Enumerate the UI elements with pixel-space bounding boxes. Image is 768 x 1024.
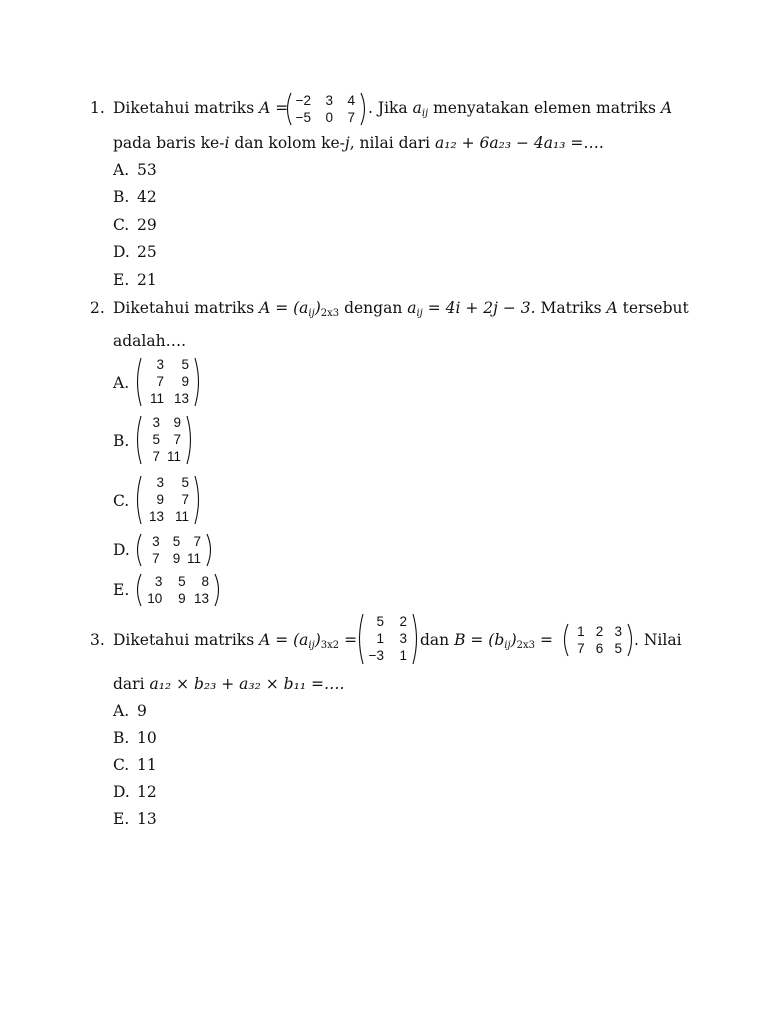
question-2-option-c-matrix-cell: 9 bbox=[156, 492, 164, 507]
question-3-matrix-b bbox=[561, 623, 635, 657]
question-2-option-a-matrix bbox=[134, 357, 202, 407]
question-1-matrix-cell: −2 bbox=[295, 92, 311, 108]
question-2-option-d-matrix-cell: 7 bbox=[152, 550, 160, 566]
question-3-matrix-a-cell: 1 bbox=[376, 631, 384, 646]
question-2-option-a-matrix-cell: 7 bbox=[156, 374, 164, 389]
question-3-matrix-b-cell: 1 bbox=[577, 623, 585, 639]
question-3-option-d: D. 12 bbox=[113, 783, 157, 801]
question-3-matrix-b-cell: 5 bbox=[614, 640, 622, 656]
question-2-option-c-matrix-cell: 5 bbox=[181, 475, 189, 491]
question-3-option-e: E. 13 bbox=[113, 810, 157, 828]
question-1-matrix-cell: 0 bbox=[325, 109, 333, 125]
question-2-option-c-matrix-cell: 3 bbox=[156, 475, 164, 491]
question-2-option-e-matrix-cell: 5 bbox=[178, 573, 186, 589]
question-2-option-c-matrix-cell: 13 bbox=[148, 508, 164, 524]
question-3-line1-tail: . Nilai bbox=[634, 631, 682, 649]
question-1-matrix-cell: 3 bbox=[325, 92, 333, 108]
question-1-matrix-cell: 4 bbox=[347, 92, 355, 108]
question-2-option-b-matrix-cell: 7 bbox=[152, 448, 160, 464]
question-1-matrix bbox=[284, 92, 368, 126]
question-2-option-b-matrix-right-paren bbox=[187, 416, 191, 464]
question-2-option-d-matrix-right-paren bbox=[207, 534, 211, 566]
question-1-option-d: D. 25 bbox=[113, 243, 157, 261]
question-2-option-c-matrix bbox=[134, 475, 202, 525]
question-2-option-c-matrix-left-paren bbox=[138, 476, 142, 524]
question-1-matrix-left-paren bbox=[288, 93, 292, 125]
question-2-option-e-matrix-right-paren bbox=[215, 574, 219, 606]
question-2-option-a-matrix-cell: 3 bbox=[156, 357, 164, 373]
question-2-option-c-matrix-cell: 11 bbox=[174, 508, 189, 524]
question-2-option-d-matrix-cell: 3 bbox=[152, 533, 160, 549]
question-3-option-c: C. 11 bbox=[113, 756, 157, 774]
question-2-option-b-matrix-cell: 9 bbox=[173, 415, 181, 431]
question-2-option-d-matrix-cell: 5 bbox=[172, 533, 181, 549]
question-2-option-d-matrix-cell: 11 bbox=[186, 550, 201, 566]
question-2-line2: adalah…. bbox=[113, 332, 187, 350]
question-2-option-b-matrix-cell: 11 bbox=[166, 448, 181, 464]
question-2-option-d-matrix-left-paren bbox=[138, 534, 142, 566]
question-1-option-a: A. 53 bbox=[113, 161, 157, 179]
question-1-option-c: C. 29 bbox=[113, 216, 157, 234]
question-3-matrix-b-left-paren bbox=[565, 624, 569, 656]
question-1-number: 1. bbox=[90, 99, 105, 117]
question-2-option-a-matrix-left-paren bbox=[138, 358, 142, 406]
question-2-option-e-matrix-cell: 8 bbox=[201, 573, 209, 589]
question-2-option-e-matrix-cell: 13 bbox=[193, 590, 209, 606]
question-2-option-a-matrix-right-paren bbox=[195, 358, 199, 406]
question-3-line1-part2: dan $B = (b_{ij})_{2x3}$ = bbox=[420, 631, 553, 651]
question-2-option-b-label: B. bbox=[113, 432, 130, 450]
question-3-matrix-b-cell: 7 bbox=[577, 640, 585, 656]
question-2-option-a-matrix-cell: 9 bbox=[181, 374, 189, 389]
question-2-option-b-matrix-cell: 7 bbox=[173, 432, 181, 447]
question-2-option-d-label: D. bbox=[113, 541, 130, 559]
question-1-option-e: E. 21 bbox=[113, 271, 157, 289]
question-2-option-e-matrix-left-paren bbox=[138, 574, 142, 606]
question-2-line1: Diketahui matriks $A = (a_{ij})_{2x3}$ dengan $a_{ij} = 4i + 2j - 3$. Matriks A tersebut bbox=[113, 299, 689, 319]
question-2-number: 2. bbox=[90, 299, 105, 317]
question-2-option-a-matrix-cell: 5 bbox=[181, 357, 189, 373]
question-3-matrix-a-cell: 5 bbox=[376, 613, 384, 629]
question-1-matrix-cell: 7 bbox=[347, 109, 355, 125]
question-2-option-c-matrix-cell: 7 bbox=[181, 492, 189, 507]
question-2-option-e-matrix-cell: 3 bbox=[154, 573, 163, 589]
question-1-line1-suffix: . Jika $a_{ij}$ menyatakan elemen matriks A bbox=[368, 99, 673, 119]
question-3-number: 3. bbox=[90, 631, 105, 649]
question-3-matrix-b-cell: 3 bbox=[614, 623, 622, 639]
question-3-matrix-b-cell: 2 bbox=[595, 623, 604, 639]
question-3-matrix-a-cell: 3 bbox=[399, 631, 407, 646]
question-2-option-a-matrix-cell: 11 bbox=[149, 390, 164, 406]
question-3-option-b: B. 10 bbox=[113, 729, 157, 747]
question-1-matrix-right-paren bbox=[361, 93, 365, 125]
question-1-line1-prefix: Diketahui matriks A = bbox=[113, 99, 289, 117]
question-3-matrix-a-right-paren bbox=[413, 614, 417, 664]
question-2-option-b-matrix-cell: 3 bbox=[152, 415, 160, 431]
question-3-matrix-b-right-paren bbox=[628, 624, 632, 656]
question-2-option-e-matrix-cell: 9 bbox=[178, 590, 186, 606]
question-2-option-b-matrix-left-paren bbox=[138, 416, 142, 464]
question-2-option-c-matrix-right-paren bbox=[195, 476, 199, 524]
question-1-option-b: B. 42 bbox=[113, 188, 157, 206]
question-1-matrix-cell: −5 bbox=[295, 109, 311, 125]
question-2-option-e-matrix-cell: 10 bbox=[147, 590, 163, 606]
question-2-option-d-matrix-cell: 7 bbox=[193, 533, 201, 549]
question-2-option-e-matrix bbox=[134, 573, 222, 607]
question-3-option-a: A. 9 bbox=[113, 702, 147, 720]
question-2-option-e-label: E. bbox=[113, 581, 130, 599]
question-3-matrix-b-cell: 6 bbox=[595, 640, 604, 656]
question-2-option-b-matrix-cell: 5 bbox=[152, 432, 160, 447]
question-3-matrix-a-cell: 1 bbox=[399, 648, 407, 664]
question-3-matrix-a-left-paren bbox=[360, 614, 364, 664]
question-2-option-b-matrix bbox=[134, 415, 194, 465]
question-2-option-d-matrix bbox=[134, 533, 214, 567]
question-3-line2: dari a₁₂ × b₂₃ + a₃₂ × b₁₁ =…. bbox=[113, 675, 345, 693]
question-2-option-a-matrix-cell: 13 bbox=[173, 390, 189, 406]
question-3-matrix-a-cell: 2 bbox=[399, 613, 407, 629]
question-2-option-a-label: A. bbox=[113, 374, 130, 392]
question-1-line2: pada baris ke-i dan kolom ke-j, nilai dari a₁₂ + 6a₂₃ − 4a₁₃ =…. bbox=[113, 134, 604, 152]
question-3-matrix-a-cell: −3 bbox=[368, 648, 384, 664]
question-2-option-d-matrix-cell: 9 bbox=[172, 550, 181, 566]
question-3-matrix-a bbox=[356, 613, 420, 665]
question-2-option-c-label: C. bbox=[113, 492, 130, 510]
question-3-line1-part1: Diketahui matriks $A = (a_{ij})_{3x2}$ = bbox=[113, 631, 358, 651]
